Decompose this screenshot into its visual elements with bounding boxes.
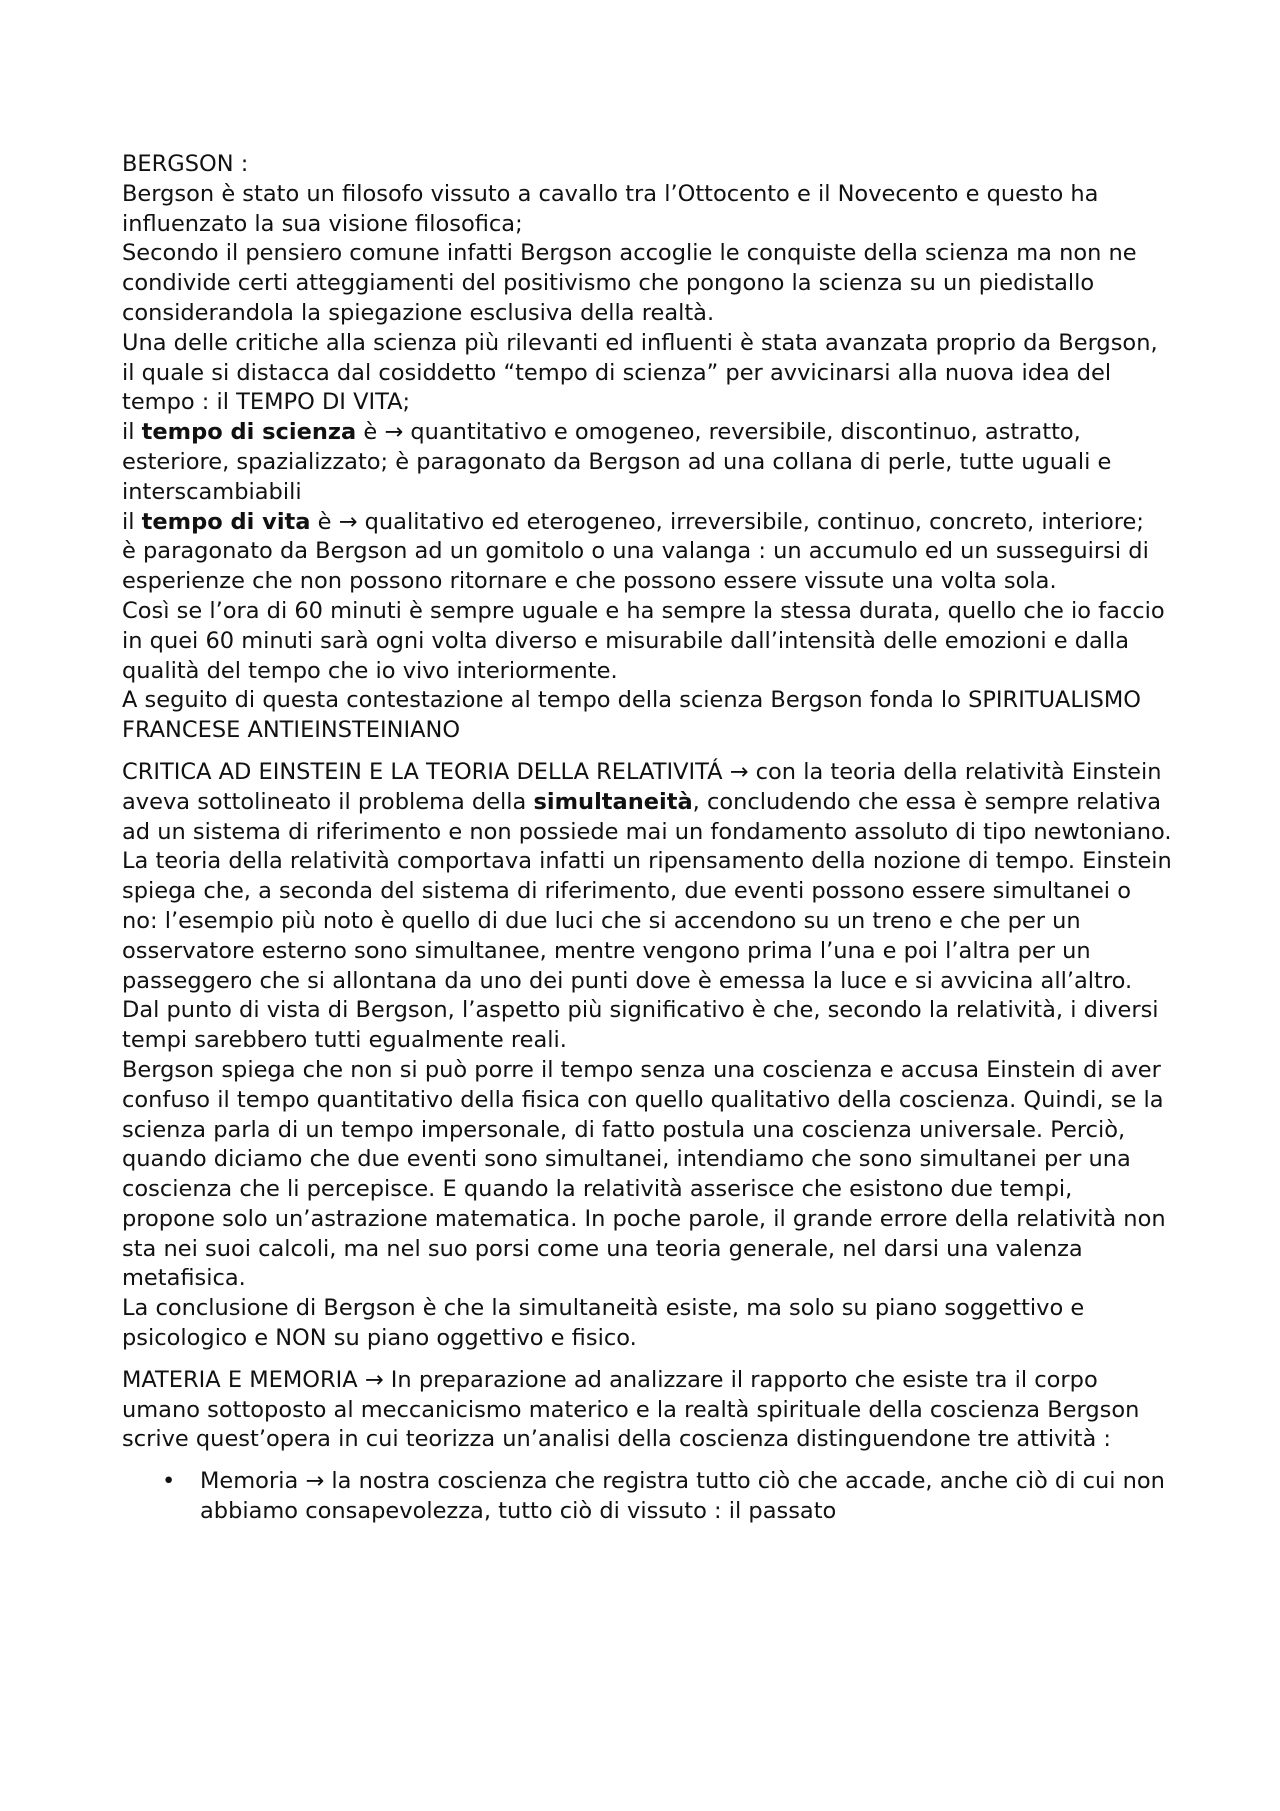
- tempo-scienza-paragraph: [122, 418, 1172, 507]
- vita-paragraph-2: Così se l’ora di 60 minuti è sempre uguale e ha sempre la stessa durata, quello che io faccio in quei 60 minuti sarà ogni volta diverso e misurabile dall’intensità delle emozioni e dalla qualità del tempo che io vivo interiormente.: [122, 597, 1165, 684]
- tempo-vita-paragraph: [122, 508, 1172, 538]
- list-item-text: Memoria → la nostra coscienza che registra tutto ciò che accade, anche ciò di cui non abbiamo consapevolezza, tutto ciò di vissuto : il passato: [200, 1468, 1165, 1525]
- list-item: [122, 1467, 1172, 1527]
- vita-paragraph-1: è paragonato da Bergson ad un gomitolo o una valanga : un accumulo ed un susseguirsi di esperienze che non possono ritornare e che possono essere vissute una volta sola.: [122, 538, 1149, 595]
- document-page: [122, 150, 1172, 1527]
- intro-paragraph-3: Una delle critiche alla scienza più rilevanti ed influenti è stata avanzata proprio da Bergson, il quale si distacca dal cosiddetto “tempo di scienza” per avvicinarsi alla nuova idea del tempo : il TEMPO DI VITA;: [122, 329, 1158, 416]
- section-gap: [122, 1354, 1172, 1366]
- tempo-scienza-prefix: il: [122, 419, 142, 446]
- tempo-scienza-description: è → quantitativo e omogeneo, reversibile, discontinuo, astratto, esteriore, spazializzato; è paragonato da Bergson ad una collana di perle, tutte uguali e interscambiabili: [122, 419, 1112, 505]
- tempo-vita-term: tempo di vita: [141, 508, 311, 535]
- critica-paragraph-2: La teoria della relatività comportava infatti un ripensamento della nozione di tempo. Einstein spiega che, a seconda del sistema di riferimento, due eventi possono essere simultanei o no: l’esempio più noto è quello di due luci che si accendono su un treno e che per un osservatore esterno sono simultanee, mentre vengono prima l’una e poi l’altra per un passeggero che si allontana da uno dei punti dove è emessa la luce e si avvicina all’altro. Dal punto di vista di Bergson, l’aspetto più significativo è che, secondo la relatività, i diversi tempi sarebbero tutti egualmente reali.: [122, 848, 1172, 1054]
- critica-paragraph: [122, 758, 1172, 847]
- intro-paragraph-2: Secondo il pensiero comune infatti Bergson accoglie le conquiste della scienza ma non ne condivide certi atteggiamenti del positivismo che pongono la scienza su un piedistallo considerandola la spiegazione esclusiva della realtà.: [122, 240, 1137, 326]
- document-title: BERGSON :: [122, 151, 249, 177]
- activities-list: [122, 1467, 1172, 1527]
- critica-intro: CRITICA AD EINSTEIN E LA TEORIA DELLA RELATIVITÁ → con la teoria della relatività Einstein aveva sottolineato il problema della: [122, 758, 1162, 815]
- tempo-vita-prefix: il: [122, 508, 142, 535]
- vita-paragraph-3: A seguito di questa contestazione al tempo della scienza Bergson fonda lo SPIRITUALISMO FRANCESE ANTIEINSTEINIANO: [122, 687, 1142, 744]
- tempo-vita-description: è → qualitativo ed eterogeneo, irreversibile, continuo, concreto, interiore;: [310, 508, 1144, 535]
- tempo-scienza-term: tempo di scienza: [141, 419, 357, 446]
- critica-paragraph-3: Bergson spiega che non si può porre il tempo senza una coscienza e accusa Einstein di aver confuso il tempo quantitativo della fisica con quello qualitativo della coscienza. Quindi, se la scienza parla di un tempo impersonale, di fatto postula una coscienza universale. Perciò, quando diciamo che due eventi sono simultanei, intendiamo che sono simultanei per una coscienza che li percepisce. E quando la relatività asserisce che esistono due tempi, propone solo un’astrazione matematica. In poche parole, il grande errore della relatività non sta nei suoi calcoli, ma nel suo porsi come una teoria generale, nel darsi una valenza metafisica.: [122, 1056, 1166, 1292]
- critica-conclusion: , concludendo che essa è sempre relativa ad un sistema di riferimento e non possiede mai un fondamento assoluto di tipo newtoniano.: [122, 788, 1172, 845]
- intro-paragraph-1: Bergson è stato un filosofo vissuto a cavallo tra l’Ottocento e il Novecento e questo ha influenzato la sua visione filosofica;: [122, 180, 1099, 237]
- section-gap: [122, 746, 1172, 758]
- materia-paragraph: MATERIA E MEMORIA → In preparazione ad analizzare il rapporto che esiste tra il corpo umano sottoposto al meccanicismo materico e la realtà spirituale della coscienza Bergson scrive quest’opera in cui teorizza un’analisi della coscienza distinguendone tre attività :: [122, 1366, 1140, 1453]
- bullet-icon: •: [162, 1468, 176, 1495]
- critica-paragraph-4: La conclusione di Bergson è che la simultaneità esiste, ma solo su piano soggettivo e psicologico e NON su piano oggettivo e fisico.: [122, 1295, 1085, 1352]
- simultaneita-term: simultaneità: [533, 788, 693, 815]
